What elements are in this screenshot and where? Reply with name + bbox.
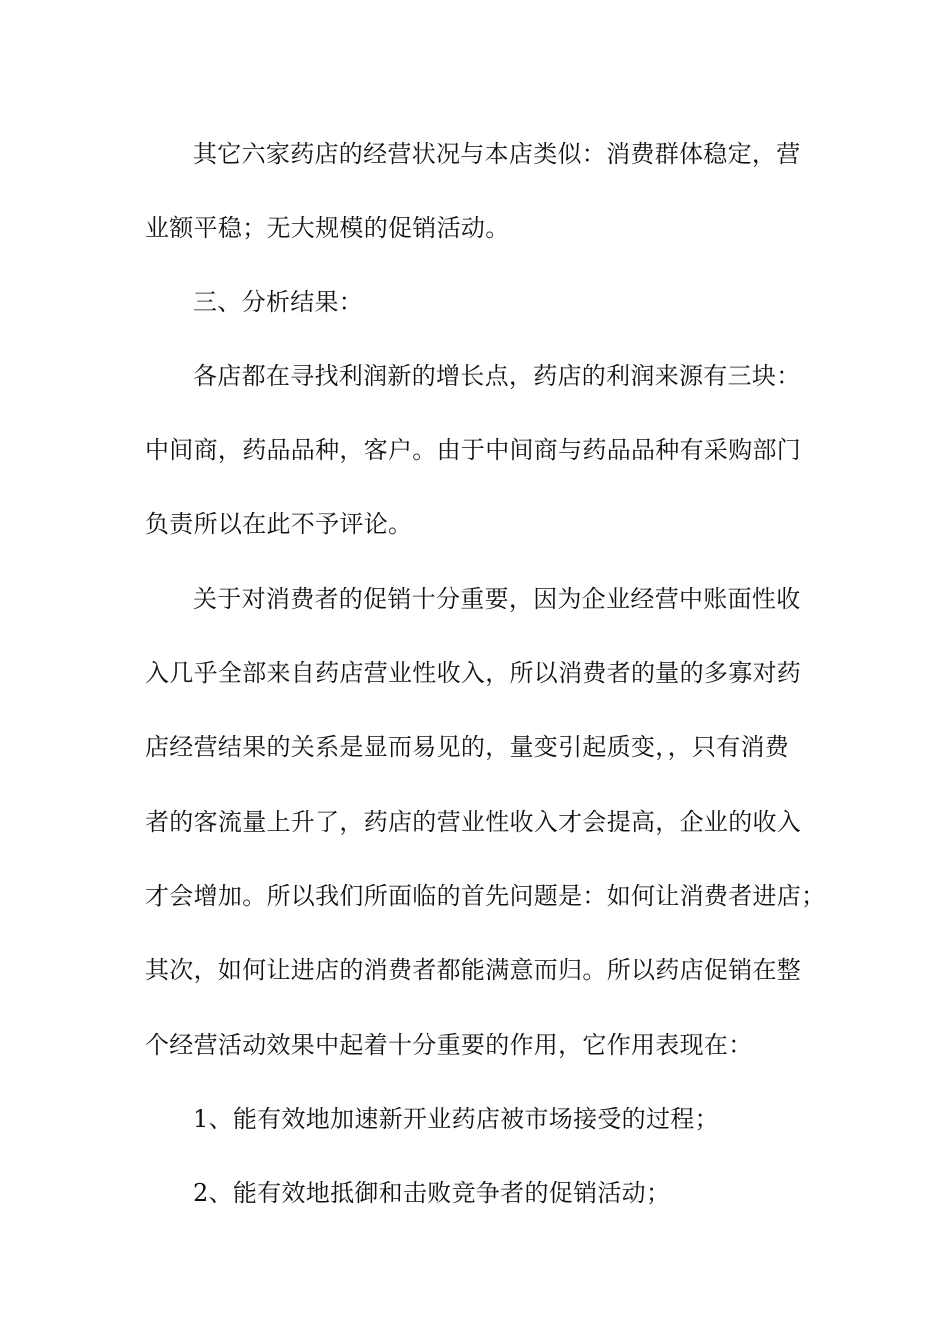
section-heading: 三、分析结果： — [193, 288, 364, 316]
paragraph-line: 者的客流量上升了，药店的营业性收入才会提高，企业的收入 — [145, 808, 802, 836]
paragraph-line: 中间商，药品品种，客户。由于中间商与药品品种有采购部门 — [145, 436, 802, 464]
paragraph-line: 店经营结果的关系是显而易见的，量变引起质变，，只有消费 — [145, 733, 790, 761]
paragraph-line: 其次，如何让进店的消费者都能满意而归。所以药店促销在整 — [145, 956, 802, 984]
list-item: 2、能有效地抵御和击败竞争者的促销活动； — [193, 1179, 671, 1207]
paragraph-line: 才会增加。所以我们所面临的首先问题是：如何让消费者进店； — [145, 882, 826, 910]
paragraph-line: 关于对消费者的促销十分重要，因为企业经营中账面性收 — [193, 585, 801, 613]
paragraph-line: 其它六家药店的经营状况与本店类似：消费群体稳定，营 — [193, 140, 801, 168]
paragraph-line: 个经营活动效果中起着十分重要的作用，它作用表现在： — [145, 1031, 753, 1059]
list-item: 1、能有效地加速新开业药店被市场接受的过程； — [193, 1105, 719, 1133]
paragraph-line: 业额平稳；无大规模的促销活动。 — [145, 214, 510, 242]
paragraph-line: 负责所以在此不予评论。 — [145, 510, 413, 538]
paragraph-line: 各店都在寻找利润新的增长点，药店的利润来源有三块： — [193, 362, 801, 390]
paragraph-line: 入几乎全部来自药店营业性收入，所以消费者的量的多寡对药 — [145, 659, 802, 687]
